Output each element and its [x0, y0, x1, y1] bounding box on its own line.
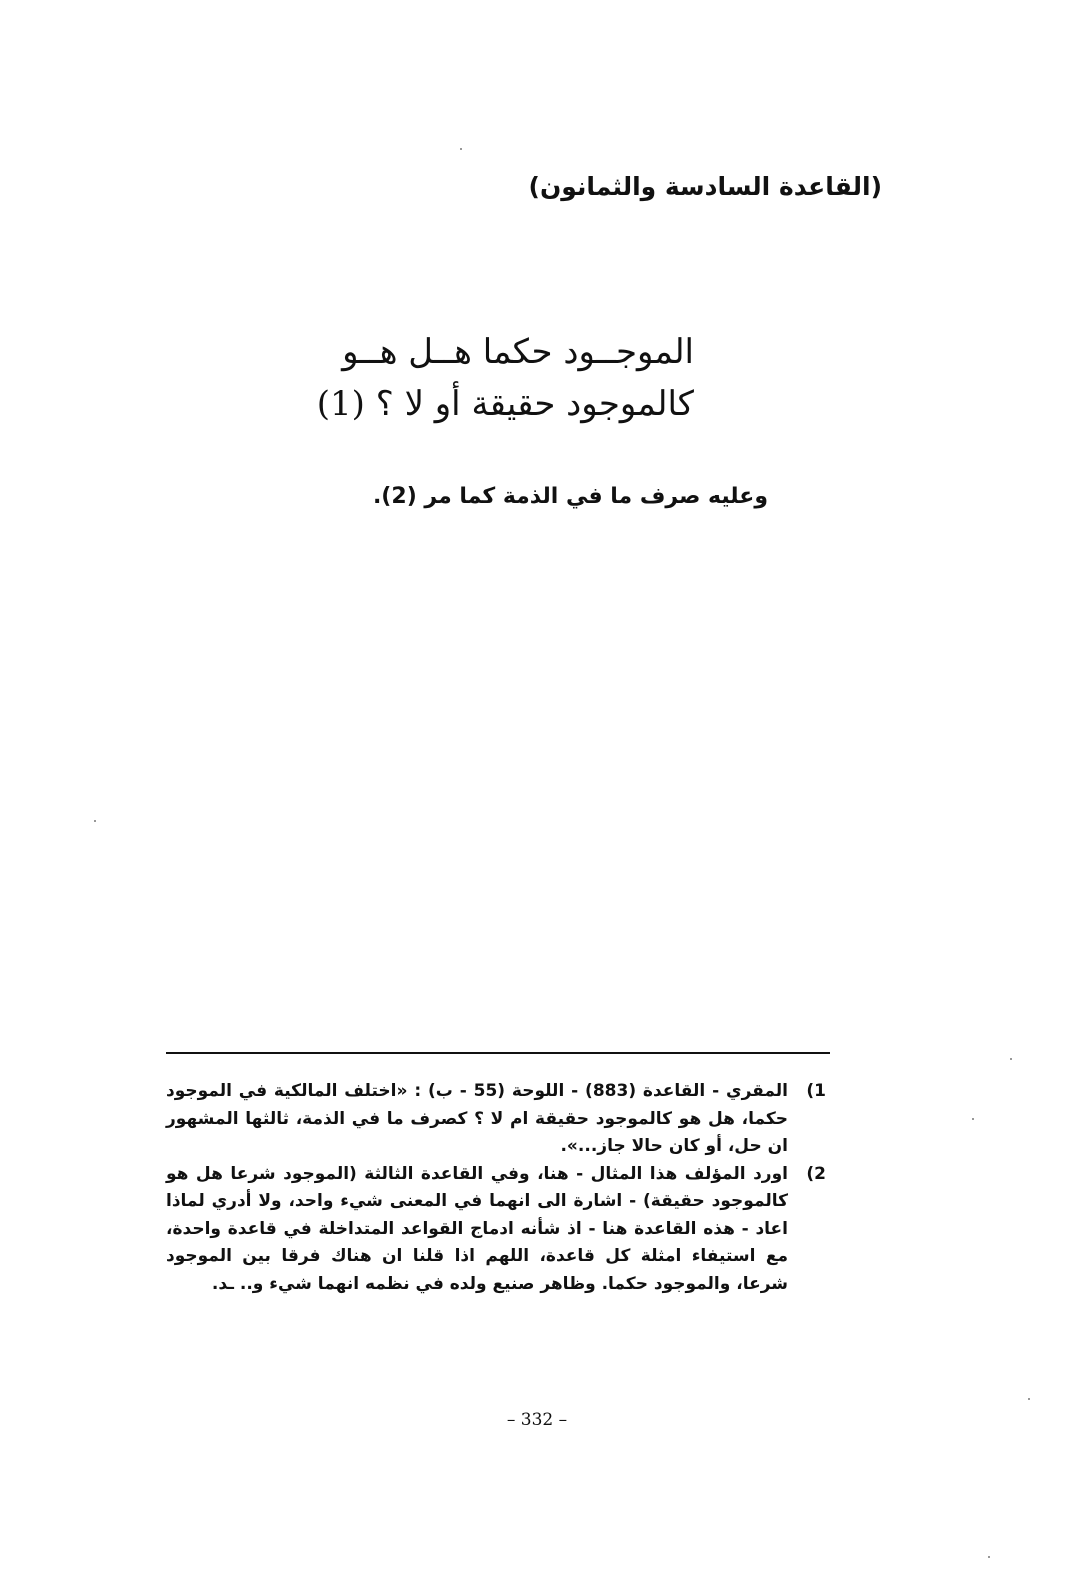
footnotes-list	[166, 1078, 826, 1298]
scan-speck	[460, 148, 462, 150]
scan-speck	[988, 1556, 990, 1558]
rule-heading: (القاعدة السادسة والثمانون)	[528, 172, 882, 201]
rule-title	[274, 326, 694, 430]
footnote-item	[166, 1078, 826, 1161]
rule-title-line-2: كالموجود حقيقة أو لا ؟ (1)	[316, 384, 694, 424]
footnote-separator	[166, 1052, 830, 1054]
scan-speck	[1028, 1398, 1030, 1400]
page-number: – 332 –	[506, 1410, 568, 1430]
footnote-text: المقري - القاعدة (883) - اللوحة (55 - ب) : «اختلف المالكية في الموجود حكما، هل هو كالموجود حقيقة ام لا ؟ كصرف ما في الذمة، ثالثها المشهور ان حل، أو كان حالا جاز...».	[166, 1081, 788, 1156]
scan-speck	[1010, 1058, 1012, 1060]
scan-speck	[972, 1118, 974, 1120]
scan-speck	[94, 820, 96, 822]
footnote-marker: (2	[806, 1163, 826, 1184]
rule-title-line-1: الموجــود حكما هــل هــو	[342, 332, 694, 372]
rule-intro-text: وعليه صرف ما في الذمة كما مر (2).	[372, 484, 768, 509]
footnote-marker: (1	[806, 1081, 826, 1101]
footnote-text: اورد المؤلف هذا المثال - هنا، وفي القاعدة الثالثة (الموجود شرعا هل هو كالموجود حقيقة) - اشارة الى انهما في المعنى شيء واحد، ولا أدري لماذا اعاد - هذه القاعدة هنا - اذ شأنه ادماج القواعد المتداخلة في قاعدة واحدة، مع استيفاء امثلة كل قاعدة، اللهم اذا قلنا ان هناك فرقا بين الموجود شرعا، والموجود حكما. وظاهر صنيع ولده في نظمه انهما شيء و.. ـد.	[166, 1163, 788, 1294]
footnote-item	[166, 1161, 826, 1299]
